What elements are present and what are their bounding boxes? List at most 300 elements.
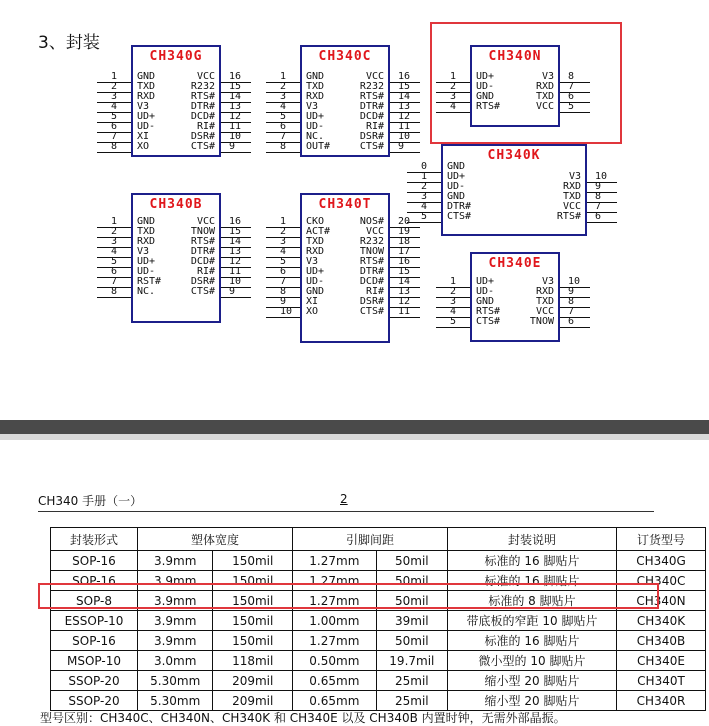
- table-cell: 150mil: [213, 571, 293, 591]
- ch340t-left-pin-label: UD-: [306, 276, 325, 287]
- ch340c-right-pin-label: DCD#: [359, 111, 384, 122]
- ch340b-right-pin-label: RI#: [196, 266, 215, 277]
- ch340t-right-pin-number: 19: [398, 226, 411, 237]
- table-header-cell: 订货型号: [617, 528, 706, 551]
- ch340k-left-pin-label: DTR#: [447, 201, 472, 212]
- ch340c-right-pin-number: 10: [398, 131, 411, 142]
- table-cell: 缩小型 20 脚贴片: [448, 691, 617, 711]
- table-cell: 缩小型 20 脚贴片: [448, 671, 617, 691]
- page-number: 2: [340, 492, 348, 506]
- table-cell: 1.00mm: [293, 611, 377, 631]
- table-cell: 0.65mm: [293, 671, 377, 691]
- ch340c-left-pin-number: 2: [280, 81, 287, 92]
- ch340n-title: CH340N: [488, 49, 542, 64]
- ch340t-left-pin-label: XI: [306, 296, 319, 307]
- ch340k-left-pin-label: UD+: [447, 171, 466, 182]
- ch340k-right-pin-label: TXD: [562, 191, 581, 202]
- ch340n-left-pin-number: 1: [450, 71, 457, 82]
- table-cell: 3.9mm: [138, 611, 213, 631]
- footnote: 型号区别：CH340C、CH340N、CH340K 和 CH340E 以及 CH340B 内置时钟，无需外部晶振。: [40, 711, 566, 725]
- ch340n-left-pin-number: 2: [450, 81, 457, 92]
- table-cell: 5.30mm: [138, 671, 213, 691]
- ch340g-right-pin-label: DSR#: [190, 131, 215, 142]
- ch340e-left-pin-number: 3: [450, 296, 457, 307]
- ch340e-right-pin-label: TNOW: [529, 316, 554, 327]
- ch340b-right-pin-number: 14: [229, 236, 242, 247]
- ch340g-left-pin-label: RXD: [137, 91, 156, 102]
- table-cell: 3.9mm: [138, 551, 213, 571]
- ch340c-left-pin-number: 3: [280, 91, 287, 102]
- ch340b-right-pin-label: DSR#: [190, 276, 215, 287]
- ch340t-left-pin-label: TXD: [306, 236, 325, 247]
- table-cell: SOP-16: [51, 571, 138, 591]
- ch340c-left-pin-label: TXD: [306, 81, 325, 92]
- ch340k-left-pin-label: GND: [447, 191, 466, 202]
- ch340b-left-pin-label: GND: [137, 216, 156, 227]
- ch340b-left-pin-label: UD-: [137, 266, 156, 277]
- table-cell: 标准的 8 脚贴片: [448, 591, 617, 611]
- ch340e-right-lead: [560, 317, 590, 318]
- ch340k-right-pin-label: VCC: [562, 201, 581, 212]
- ch340b-right-pin-label: TNOW: [190, 226, 215, 237]
- ch340t-right-pin-label: DCD#: [359, 276, 384, 287]
- ch340k-right-pin-number: 8: [595, 191, 602, 202]
- ch340n-right-pin-number: 5: [568, 101, 575, 112]
- table-cell: SSOP-20: [51, 671, 138, 691]
- ch340c-left-pin-label: GND: [306, 71, 325, 82]
- ch340e-right-lead: [560, 287, 590, 288]
- ch340b-left-pin-label: RST#: [137, 276, 162, 287]
- ch340t-right-pin-label: TNOW: [359, 246, 384, 257]
- ch340g-right-pin-label: CTS#: [190, 141, 215, 152]
- ch340t-title: CH340T: [318, 197, 372, 212]
- table-cell: 1.27mm: [293, 631, 377, 651]
- ch340t-left-pin-number: 9: [280, 296, 287, 307]
- ch340c-right-pin-number: 9: [398, 141, 405, 152]
- ch340e-title: CH340E: [488, 256, 542, 271]
- ch340b-left-pin-number: 8: [111, 286, 118, 297]
- ch340t-right-pin-number: 13: [398, 286, 411, 297]
- ch340k-right-pin-number: 9: [595, 181, 602, 192]
- ch340k-left-pin-number: 3: [421, 191, 428, 202]
- ch340e-left-pin-label: GND: [476, 296, 495, 307]
- ch340k-left-pin-number: 2: [421, 181, 428, 192]
- ch340e-left-pin-label: RTS#: [476, 306, 501, 317]
- ch340b-right-lead: [221, 287, 251, 288]
- ch340t-right-pin-label: DSR#: [359, 296, 384, 307]
- ch340c-right-pin-label: VCC: [365, 71, 384, 82]
- ch340n-highlight-box: [430, 22, 622, 144]
- ch340t-left-pin-number: 8: [280, 286, 287, 297]
- ch340b-left-pin-label: RXD: [137, 236, 156, 247]
- ch340k-left-pin-number: 4: [421, 201, 428, 212]
- ch340e-left-pin-label: UD-: [476, 286, 495, 297]
- ch340c-right-lead: [390, 152, 420, 153]
- table-row: [51, 651, 706, 671]
- ch340g-right-pin-label: DCD#: [190, 111, 215, 122]
- doc-header: CH340 手册（一）: [38, 494, 143, 508]
- table-cell: ESSOP-10: [51, 611, 138, 631]
- ch340t-right-pin-label: CTS#: [359, 306, 384, 317]
- ch340t-right-pin-label: RI#: [365, 286, 384, 297]
- ch340c-right-pin-label: R232: [359, 81, 384, 92]
- ch340t-left-pin-label: ACT#: [306, 226, 331, 237]
- ch340n-right-pin-number: 6: [568, 91, 575, 102]
- ch340e-right-pin-label: RXD: [535, 286, 554, 297]
- table-cell: CH340K: [617, 611, 706, 631]
- ch340t-left-pin-label: RXD: [306, 246, 325, 257]
- table-cell: 5.30mm: [138, 691, 213, 711]
- ch340b-left-pin-number: 7: [111, 276, 118, 287]
- ch340t-right-pin-label: DTR#: [359, 266, 384, 277]
- ch340g-left-lead: [97, 152, 131, 153]
- ch340c-right-pin-label: DSR#: [359, 131, 384, 142]
- ch340b-left-pin-number: 6: [111, 266, 118, 277]
- ch340n-left-pin-label: RTS#: [476, 101, 501, 112]
- ch340b-left-pin-number: 3: [111, 236, 118, 247]
- ch340b-right-pin-number: 16: [229, 216, 242, 227]
- ch340c-right-pin-number: 13: [398, 101, 411, 112]
- ch340t-left-pin-label: XO: [306, 306, 319, 317]
- table-cell: 209mil: [213, 671, 293, 691]
- ch340t-right-pin-number: 12: [398, 296, 411, 307]
- table-row: [51, 631, 706, 651]
- ch340k-left-pin-number: 1: [421, 171, 428, 182]
- ch340t-left-pin-label: GND: [306, 286, 325, 297]
- ch340k-right-pin-label: V3: [568, 171, 581, 182]
- table-cell: MSOP-10: [51, 651, 138, 671]
- ch340t-right-pin-number: 14: [398, 276, 411, 287]
- ch340k-right-lead: [587, 192, 617, 193]
- ch340t-left-pin-label: V3: [306, 256, 319, 267]
- ch340k-left-pin-label: GND: [447, 161, 466, 172]
- table-cell: CH340B: [617, 631, 706, 651]
- ch340c-title: CH340C: [318, 49, 372, 64]
- ch340g-left-pin-number: 3: [111, 91, 118, 102]
- ch340t-right-pin-number: 18: [398, 236, 411, 247]
- ch340t-right-pin-number: 11: [398, 306, 411, 317]
- ch340c-right-pin-label: RTS#: [359, 91, 384, 102]
- ch340k-left-pin-number: 5: [421, 211, 428, 222]
- ch340c-right-pin-number: 12: [398, 111, 411, 122]
- ch340t-right-pin-number: 20: [398, 216, 411, 227]
- ch340k-left-pin-number: 0: [421, 161, 428, 172]
- ch340t-right-pin-label: NOS#: [359, 216, 384, 227]
- ch340e-right-pin-number: 10: [568, 276, 581, 287]
- ch340g-left-pin-number: 4: [111, 101, 118, 112]
- ch340e-left-pin-number: 1: [450, 276, 457, 287]
- ch340n-row-highlight: [38, 583, 659, 609]
- table-header-cell: 封装说明: [448, 528, 617, 551]
- ch340k-left-pin-label: UD-: [447, 181, 466, 192]
- table-header-cell: 封装形式: [51, 528, 138, 551]
- ch340k-right-pin-number: 7: [595, 201, 602, 212]
- ch340g-left-pin-label: GND: [137, 71, 156, 82]
- ch340c-left-pin-label: NC.: [306, 131, 325, 142]
- table-cell: 50mil: [376, 571, 447, 591]
- table-cell: 150mil: [213, 591, 293, 611]
- ch340b-left-pin-label: NC.: [137, 286, 156, 297]
- ch340g-left-pin-label: XI: [137, 131, 150, 142]
- ch340e-left-pin-number: 5: [450, 316, 457, 327]
- ch340c-left-pin-number: 1: [280, 71, 287, 82]
- ch340e-right-pin-number: 9: [568, 286, 575, 297]
- ch340n-right-pin-label: VCC: [535, 101, 554, 112]
- table-cell: 带底板的窄距 10 脚贴片: [448, 611, 617, 631]
- ch340g-right-pin-label: RI#: [196, 121, 215, 132]
- table-cell: 标准的 16 脚贴片: [448, 631, 617, 651]
- ch340k-right-pin-number: 6: [595, 211, 602, 222]
- ch340n-right-pin-number: 8: [568, 71, 575, 82]
- ch340c-left-pin-number: 8: [280, 141, 287, 152]
- table-cell: 3.9mm: [138, 631, 213, 651]
- table-cell: 微小型的 10 脚贴片: [448, 651, 617, 671]
- table-cell: 0.50mm: [293, 651, 377, 671]
- page-separator-shadow: [0, 434, 709, 440]
- table-cell: CH340G: [617, 551, 706, 571]
- table-cell: 25mil: [376, 671, 447, 691]
- table-cell: 150mil: [213, 631, 293, 651]
- ch340t-right-pin-label: RTS#: [359, 256, 384, 267]
- table-cell: 25mil: [376, 691, 447, 711]
- ch340k-right-lead: [587, 222, 617, 223]
- ch340c-left-lead: [266, 152, 300, 153]
- ch340n-right-pin-label: V3: [541, 71, 554, 82]
- table-cell: 19.7mil: [376, 651, 447, 671]
- table-cell: CH340E: [617, 651, 706, 671]
- ch340k-right-lead: [587, 212, 617, 213]
- ch340e-right-pin-label: TXD: [535, 296, 554, 307]
- ch340c-right-pin-number: 14: [398, 91, 411, 102]
- ch340g-right-lead: [221, 142, 251, 143]
- table-cell: CH340T: [617, 671, 706, 691]
- ch340b-right-pin-number: 13: [229, 246, 242, 257]
- ch340c-right-pin-label: CTS#: [359, 141, 384, 152]
- ch340g-left-pin-number: 2: [111, 81, 118, 92]
- ch340t-left-pin-number: 5: [280, 256, 287, 267]
- ch340e-right-lead: [560, 297, 590, 298]
- section-title: 3、封装: [38, 33, 100, 53]
- ch340b-right-pin-label: RTS#: [190, 236, 215, 247]
- table-cell: 3.0mm: [138, 651, 213, 671]
- ch340g-right-pin-number: 13: [229, 101, 242, 112]
- ch340c-left-pin-number: 7: [280, 131, 287, 142]
- ch340b-right-pin-number: 10: [229, 276, 242, 287]
- ch340b-left-pin-number: 2: [111, 226, 118, 237]
- table-cell: 150mil: [213, 611, 293, 631]
- table-row: [51, 691, 706, 711]
- ch340t-left-pin-number: 7: [280, 276, 287, 287]
- ch340g-left-pin-number: 8: [111, 141, 118, 152]
- ch340t-left-pin-number: 3: [280, 236, 287, 247]
- ch340g-right-pin-number: 15: [229, 81, 242, 92]
- ch340c-left-pin-label: UD-: [306, 121, 325, 132]
- ch340c-left-pin-number: 4: [280, 101, 287, 112]
- ch340g-right-pin-label: R232: [190, 81, 215, 92]
- ch340e-left-pin-label: UD+: [476, 276, 495, 287]
- ch340t-left-pin-number: 2: [280, 226, 287, 237]
- ch340t-right-pin-number: 15: [398, 266, 411, 277]
- ch340c-left-pin-label: RXD: [306, 91, 325, 102]
- table-cell: 50mil: [376, 591, 447, 611]
- ch340e-left-pin-number: 2: [450, 286, 457, 297]
- ch340n-left-pin-number: 3: [450, 91, 457, 102]
- ch340t-left-pin-number: 4: [280, 246, 287, 257]
- table-cell: 3.9mm: [138, 571, 213, 591]
- ch340b-title: CH340B: [149, 197, 203, 212]
- ch340b-left-pin-label: UD+: [137, 256, 156, 267]
- header-rule: [38, 511, 654, 512]
- ch340b-right-pin-number: 12: [229, 256, 242, 267]
- ch340b-left-pin-label: V3: [137, 246, 150, 257]
- ch340e-left-lead: [436, 327, 470, 328]
- ch340g-title: CH340G: [149, 49, 203, 64]
- ch340g-left-pin-number: 7: [111, 131, 118, 142]
- table-cell: 标准的 16 脚贴片: [448, 551, 617, 571]
- ch340b-right-lead: [221, 297, 251, 298]
- ch340g-right-pin-label: RTS#: [190, 91, 215, 102]
- ch340t-right-pin-label: R232: [359, 236, 384, 247]
- ch340k-right-pin-label: RXD: [562, 181, 581, 192]
- ch340e-right-pin-number: 8: [568, 296, 575, 307]
- table-cell: CH340R: [617, 691, 706, 711]
- ch340n-right-pin-label: TXD: [535, 91, 554, 102]
- ch340n-left-pin-label: UD+: [476, 71, 495, 82]
- table-cell: SSOP-20: [51, 691, 138, 711]
- ch340g-right-pin-number: 10: [229, 131, 242, 142]
- ch340c-right-pin-label: RI#: [365, 121, 384, 132]
- ch340e-right-pin-label: VCC: [535, 306, 554, 317]
- table-cell: 150mil: [213, 551, 293, 571]
- ch340c-right-lead: [390, 142, 420, 143]
- ch340g-left-pin-number: 6: [111, 121, 118, 132]
- ch340c-left-pin-label: V3: [306, 101, 319, 112]
- table-cell: 209mil: [213, 691, 293, 711]
- table-cell: 标准的 16 脚贴片: [448, 571, 617, 591]
- ch340g-right-lead: [221, 152, 251, 153]
- ch340t-left-pin-number: 6: [280, 266, 287, 277]
- ch340b-left-pin-number: 1: [111, 216, 118, 227]
- page-separator: [0, 420, 709, 434]
- ch340t-right-pin-number: 17: [398, 246, 411, 257]
- ch340c-left-pin-number: 5: [280, 111, 287, 122]
- ch340g-left-pin-number: 5: [111, 111, 118, 122]
- ch340b-left-pin-number: 5: [111, 256, 118, 267]
- ch340g-left-pin-number: 1: [111, 71, 118, 82]
- ch340k-right-lead: [587, 182, 617, 183]
- ch340g-right-pin-number: 14: [229, 91, 242, 102]
- ch340n-left-pin-number: 4: [450, 101, 457, 112]
- table-cell: 118mil: [213, 651, 293, 671]
- table-header-cell: 引脚间距: [293, 528, 448, 551]
- ch340b-left-pin-label: TXD: [137, 226, 156, 237]
- ch340c-right-pin-number: 16: [398, 71, 411, 82]
- table-header-row: [51, 528, 706, 551]
- ch340b-right-pin-number: 9: [229, 286, 236, 297]
- ch340k-right-pin-label: RTS#: [556, 211, 581, 222]
- ch340t-left-pin-label: UD+: [306, 266, 325, 277]
- ch340c-right-pin-label: DTR#: [359, 101, 384, 112]
- table-cell: CH340C: [617, 571, 706, 591]
- ch340t-right-pin-label: VCC: [365, 226, 384, 237]
- ch340k-left-pin-label: CTS#: [447, 211, 472, 222]
- ch340t-left-pin-label: CKO: [306, 216, 325, 227]
- ch340k-left-lead: [407, 222, 441, 223]
- ch340c-right-pin-number: 11: [398, 121, 411, 132]
- ch340e-left-pin-label: CTS#: [476, 316, 501, 327]
- ch340n-right-pin-label: RXD: [535, 81, 554, 92]
- ch340g-left-pin-label: V3: [137, 101, 150, 112]
- ch340t-right-lead: [390, 317, 420, 318]
- ch340e-right-pin-label: V3: [541, 276, 554, 287]
- ch340b-right-pin-label: DCD#: [190, 256, 215, 267]
- ch340c-left-pin-label: OUT#: [306, 141, 331, 152]
- ch340b-left-lead: [97, 297, 131, 298]
- ch340k-title: CH340K: [487, 148, 541, 163]
- ch340t-left-pin-number: 10: [280, 306, 293, 317]
- ch340e-right-lead: [560, 307, 590, 308]
- ch340n-right-pin-number: 7: [568, 81, 575, 92]
- table-cell: 1.27mm: [293, 591, 377, 611]
- ch340b-right-pin-label: DTR#: [190, 246, 215, 257]
- ch340g-right-pin-number: 9: [229, 141, 236, 152]
- table-row: [51, 551, 706, 571]
- ch340t-left-pin-number: 1: [280, 216, 287, 227]
- ch340b-right-pin-label: VCC: [196, 216, 215, 227]
- table-header-cell: 塑体宽度: [138, 528, 293, 551]
- table-cell: 1.27mm: [293, 571, 377, 591]
- table-cell: 0.65mm: [293, 691, 377, 711]
- package-table: [50, 527, 706, 711]
- table-cell: 50mil: [376, 551, 447, 571]
- ch340b-right-pin-number: 15: [229, 226, 242, 237]
- ch340e-right-pin-number: 6: [568, 316, 575, 327]
- ch340k-right-pin-number: 10: [595, 171, 608, 182]
- ch340g-right-pin-label: DTR#: [190, 101, 215, 112]
- ch340e-right-lead: [560, 327, 590, 328]
- table-cell: 3.9mm: [138, 591, 213, 611]
- table-cell: 50mil: [376, 631, 447, 651]
- ch340g-left-pin-label: UD-: [137, 121, 156, 132]
- table-cell: SOP-16: [51, 631, 138, 651]
- ch340g-left-pin-label: UD+: [137, 111, 156, 122]
- ch340n-left-pin-label: UD-: [476, 81, 495, 92]
- ch340g-left-pin-label: XO: [137, 141, 150, 152]
- ch340t-right-pin-number: 16: [398, 256, 411, 267]
- table-cell: 39mil: [376, 611, 447, 631]
- ch340b-right-pin-number: 11: [229, 266, 242, 277]
- table-cell: CH340N: [617, 591, 706, 611]
- ch340t-left-lead: [266, 317, 300, 318]
- ch340k-right-lead: [587, 202, 617, 203]
- ch340b-left-pin-number: 4: [111, 246, 118, 257]
- ch340c-right-pin-number: 15: [398, 81, 411, 92]
- table-row: [51, 611, 706, 631]
- ch340g-left-pin-label: TXD: [137, 81, 156, 92]
- ch340g-right-pin-number: 11: [229, 121, 242, 132]
- table-cell: 1.27mm: [293, 551, 377, 571]
- table-row: [51, 671, 706, 691]
- ch340g-right-pin-number: 16: [229, 71, 242, 82]
- ch340c-left-pin-label: UD+: [306, 111, 325, 122]
- ch340c-left-pin-number: 6: [280, 121, 287, 132]
- table-cell: SOP-8: [51, 591, 138, 611]
- ch340e-right-pin-number: 7: [568, 306, 575, 317]
- table-cell: SOP-16: [51, 551, 138, 571]
- ch340g-right-pin-label: VCC: [196, 71, 215, 82]
- ch340b-right-pin-label: CTS#: [190, 286, 215, 297]
- ch340n-left-pin-label: GND: [476, 91, 495, 102]
